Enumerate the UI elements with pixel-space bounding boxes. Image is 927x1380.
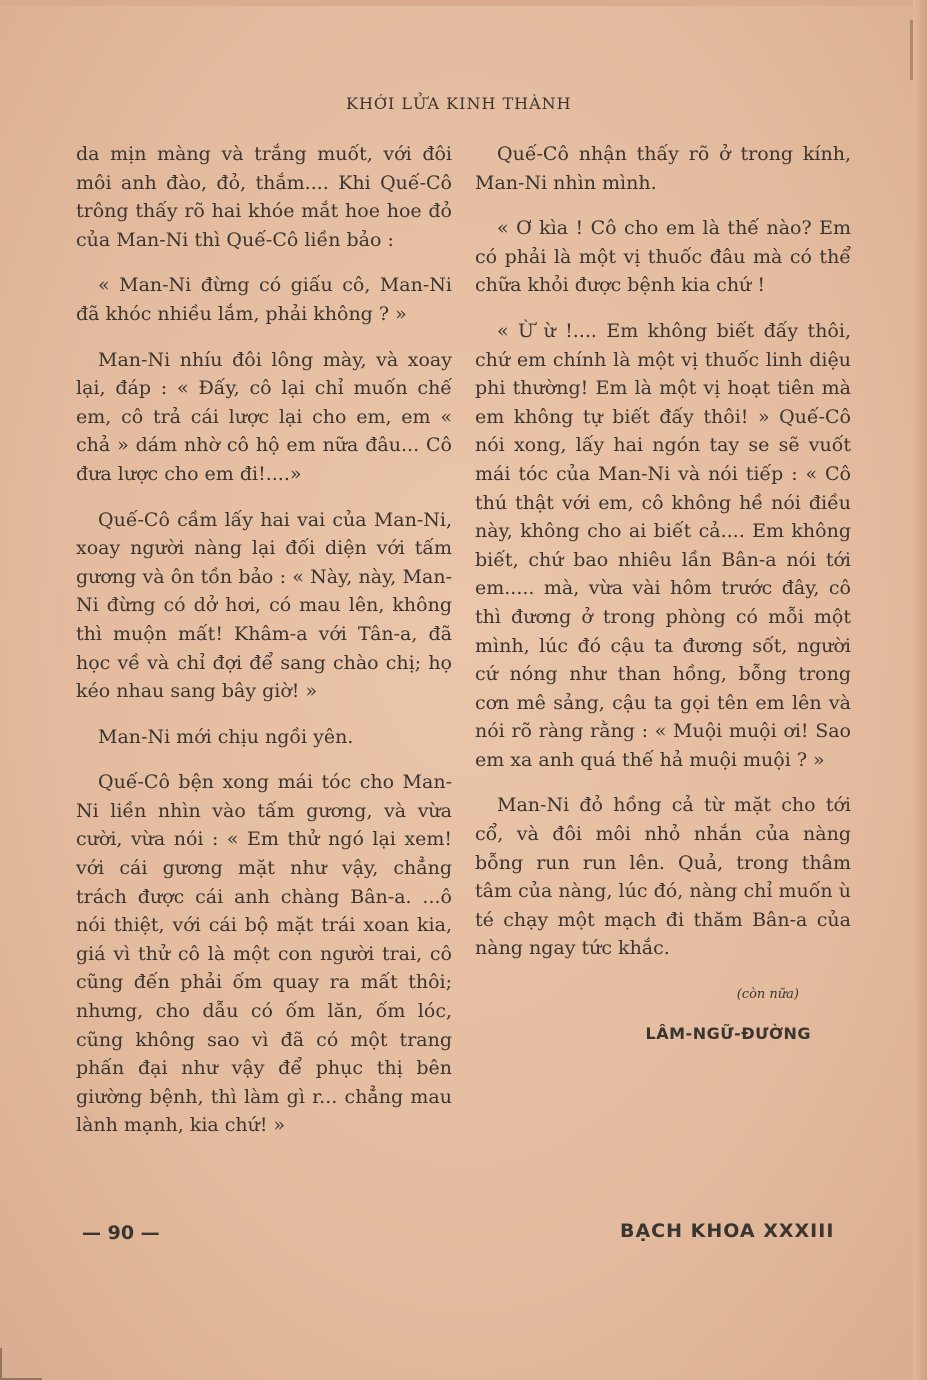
page-right-edge xyxy=(913,0,927,1380)
continued-note: (còn nữa) xyxy=(736,987,799,1003)
magazine-issue: BẠCH KHOA XXXIII xyxy=(620,1220,835,1242)
paragraph: Man-Ni đỏ hồng cả từ mặt cho tới cổ, và đôi môi nhỏ nhắn của nàng bỗng run run lên. Quả, trong thâm tâm của nàng, lúc đó, nàng chỉ muốn ù té chạy một mạch đi thăm Bân-a của nàng ngay tức khắc. xyxy=(475,794,851,960)
paragraph: Man-Ni nhíu đôi lông mày, và xoay lại, đáp : « Đấy, cô lại chỉ muốn chế em, cô trả cái lược lại cho em, em « chả » dám nhờ cô hộ em nữa đâu... Cô đưa lược cho em đi!....» xyxy=(76,348,452,485)
page-top-edge xyxy=(0,0,927,6)
paragraph: Quế-Cô nhận thấy rõ ở trong kính, Man-Ni nhìn mình. xyxy=(475,143,851,194)
folded-corner xyxy=(0,1348,42,1380)
right-column xyxy=(475,140,851,1048)
left-column xyxy=(76,140,452,1157)
paragraph: « Man-Ni đừng có giấu cô, Man-Ni đã khóc nhiều lắm, phải không ? » xyxy=(76,274,452,325)
paragraph: Quế-Cô bện xong mái tóc cho Man-Ni liền nhìn vào tấm gương, và vừa cười, vừa nói : « Em thử ngó lại xem! với cái gương mặt như vậy, chẳng trách được cái anh chàng Bân-a. ...ô nói thiệt, với cái bộ mặt trái xoan kia, giá vì thử cô là một con người trai, cô cũng đến phải ốm quay ra mất thôi; nhưng, cho dẫu có ốm lăn, ốm lóc, cũng không sao vì đã có một trang phấn đại như vậy để phục thị bên giường bệnh, thì làm gì r... chẳng mau lành mạnh, kia chứ! » xyxy=(76,771,452,1137)
paragraph: Man-Ni mới chịu ngồi yên. xyxy=(98,725,354,748)
paragraph: Quế-Cô cầm lấy hai vai của Man-Ni, xoay người nàng lại đối diện với tấm gương và ôn tồn bảo : « Này, này, Man-Ni đừng có dở hơi, có mau lên, không thì muộn mất! Khâm-a với Tân-a, đã học về và chỉ đợi để sang chào chị; họ kéo nhau sang bây giờ! » xyxy=(76,508,452,703)
author-name: LÂM-NGỮ-ĐƯỜNG xyxy=(645,1023,811,1043)
fold-mark xyxy=(910,20,913,80)
running-title: KHỚI LỬA KINH THÀNH xyxy=(346,94,572,113)
page-number: — 90 — xyxy=(82,1222,160,1244)
paragraph: « Ừ ừ !.... Em không biết đấy thôi, chứ em chính là một vị thuốc linh diệu phi thường! Em là một vị hoạt tiên mà em không tự biết đấy thôi! » Quế-Cô nói xong, lấy hai ngón tay se sẽ vuốt mái tóc của Man-Ni và nói tiếp : « Cô thú thật với em, cô không hề nói điều này, không cho ai biết cả.... Em không biết, chứ bao nhiêu lần Bân-a nói tới em..... mà, vừa vài hôm trước đây, cô thì đương ở trong phòng có mỗi một mình, lúc đó cậu ta đương sốt, người cứ nóng như than hồng, bỗng trong cơn mê sảng, cậu ta gọi tên em lên và nói rõ ràng rằng : « Muội muội ơi! Sao em xa anh quá thế hả muội muội ? » xyxy=(475,319,851,771)
paragraph: da mịn màng và trắng muốt, với đôi môi anh đào, đỏ, thắm.... Khi Quế-Cô trông thấy rõ hai khóe mắt hoe hoe đỏ của Man-Ni thì Quế-Cô liền bảo : xyxy=(76,143,452,251)
paragraph: « Ơ kìa ! Cô cho em là thế nào? Em có phải là một vị thuốc đâu mà có thể chữa khỏi được bệnh kia chứ ! xyxy=(475,217,851,297)
